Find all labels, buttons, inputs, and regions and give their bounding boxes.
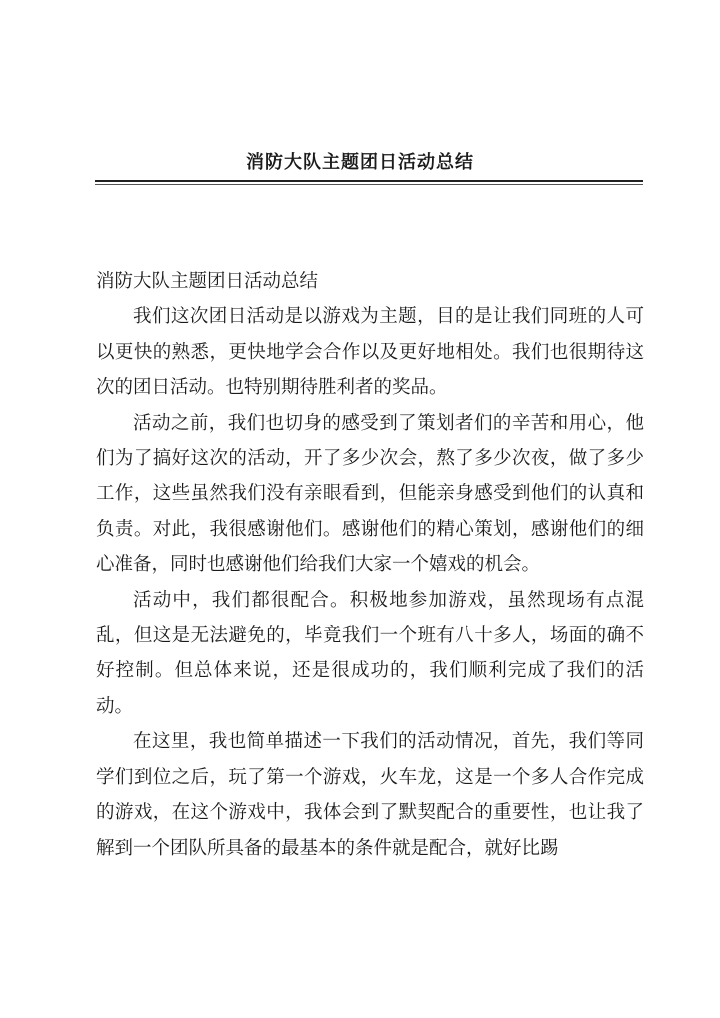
header-divider — [95, 180, 643, 182]
document-title: 消防大队主题团日活动总结 — [96, 271, 319, 292]
header-divider-thin — [95, 184, 643, 185]
page-header-title: 消防大队主题团日活动总结 — [246, 152, 474, 173]
document-body — [96, 264, 644, 866]
paragraph: 活动中，我们都很配合。积极地参加游戏，虽然现场有点混乱，但这是无法避免的，毕竟我们一个班有八十多人，场面的确不好控制。但总体来说，还是很成功的，我们顺利完成了我们的活动。 — [96, 589, 644, 717]
paragraph: 活动之前，我们也切身的感受到了策划者们的辛苦和用心，他们为了搞好这次的活动，开了多少次会，熬了多少次夜，做了多少工作，这些虽然我们没有亲眼看到，但能亲身感受到他们的认真和负责。对此，我很感谢他们。感谢他们的精心策划，感谢他们的细心准备，同时也感谢他们给我们大家一个嬉戏的机会。 — [96, 412, 644, 576]
paragraph: 在这里，我也简单描述一下我们的活动情况，首先，我们等同学们到位之后，玩了第一个游戏，火车龙，这是一个多人合作完成的游戏，在这个游戏中，我体会到了默契配合的重要性，也让我了解到一个团队所具备的最基本的条件就是配合，就好比踢 — [96, 731, 644, 859]
paragraph: 我们这次团日活动是以游戏为主题，目的是让我们同班的人可以更快的熟悉，更快地学会合作以及更好地相处。我们也很期待这次的团日活动。也特别期待胜利者的奖品。 — [96, 306, 644, 399]
